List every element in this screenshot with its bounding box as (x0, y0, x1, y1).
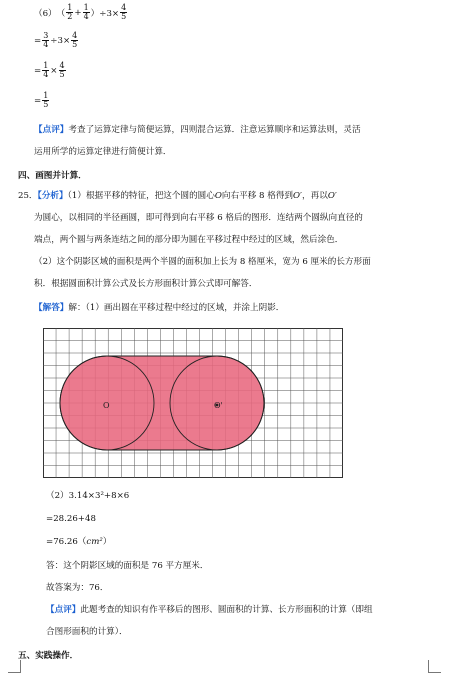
q25-analysis-line5: 积．根据圆面积计算公式及长方形面积计算公式即可解答． (34, 279, 258, 289)
q6-line1: （6） （ $\frac{1}{2}$ + $\frac{1}{4}$ ）÷3× $\frac{4}{5}$ (34, 3, 127, 21)
comment1-line2: 运用所学的运算定律进行简便计算． (34, 147, 172, 157)
calc-line3: =76.26（cm²） (46, 537, 112, 547)
corner-mark-right (428, 660, 441, 673)
calc-line2: =28.26+48 (46, 514, 96, 524)
comment-tag-2: 【点评】 (46, 605, 81, 615)
final-answer: 故答案为：76． (46, 583, 109, 593)
q6-line4: = $\frac{1}{5}$ (34, 91, 49, 109)
comment-tag: 【点评】 (34, 125, 69, 135)
answer-tag: 【解答】 (34, 303, 69, 313)
q25-answer-line: 【解答】解：（1）画出圆在平移过程中经过的区域，并涂上阴影． (34, 303, 285, 313)
calc-line1: （2）3.14×3²+8×6 (46, 491, 130, 501)
shaded-region (60, 356, 264, 450)
section-heading-5: 五、实践操作． (18, 651, 79, 661)
q25-analysis-line3: 端点，两个圆与两条连结之间的部分即为圆在平移过程中经过的区域，然后涂色． (34, 235, 344, 245)
question-number: 25． (18, 191, 38, 201)
swept-area (60, 356, 264, 450)
label-o-prime: O' (214, 401, 223, 410)
comment2-line2: 合图形面积的计算）． (46, 627, 128, 637)
analysis-tag: 【分析】 (37, 191, 68, 201)
reply-line: 答：这个阴影区域的面积是 76 平方厘米． (46, 561, 209, 571)
q25-analysis-line2: 为圆心，以相同的半径画圆，即可得到向右平移 6 格后的图形．连结两个圆纵向直径的 (34, 213, 363, 223)
q6-label: （6） (34, 8, 57, 19)
comment1-line1: 【点评】考查了运算定律与简便运算，四则混合运算．注意运算顺序和运算法则，灵活 (34, 125, 361, 135)
q25-analysis-line4: （2）这个阴影区域的面积是两个半圆的面积加上长为 8 格厘米，宽为 6 厘米的长方形面 (34, 257, 371, 267)
section-heading: 四、画图并计算． (18, 171, 87, 181)
comment2-line1: 【点评】此题考查的知识有作平移后的图形、圆面积的计算、长方形面积的计算（即组 (46, 605, 373, 615)
q6-line3: = $\frac{1}{4}$ × $\frac{4}{5}$ (34, 61, 65, 79)
q6-line2: = $\frac{3}{4}$ ÷3× $\frac{4}{5}$ (34, 31, 78, 49)
q25-analysis-line1: 25．【分析】（1）根据平移的特征，把这个圆的圆心O向右平移 8 格得到O′，再以O′ (18, 191, 337, 201)
translation-figure (43, 328, 343, 478)
label-o: O (103, 401, 110, 410)
corner-mark-left (8, 660, 21, 673)
